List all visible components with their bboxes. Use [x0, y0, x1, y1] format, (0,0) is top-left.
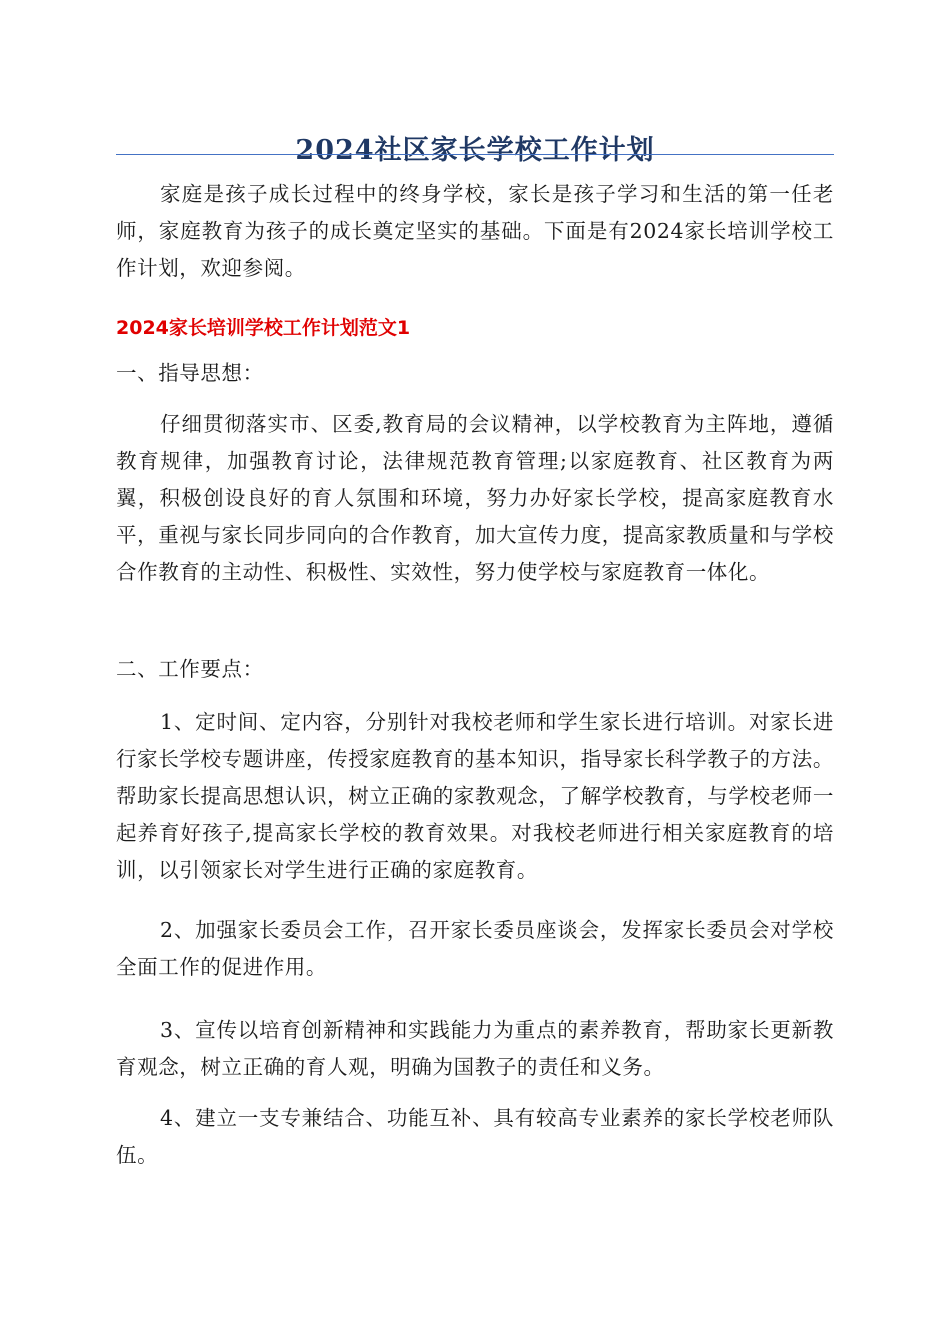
intro-paragraph: 家庭是孩子成长过程中的终身学校，家长是孩子学习和生活的第一任老师，家庭教育为孩子的成长奠定坚实的基础。下面是有2024家长培训学校工作计划，欢迎参阅。: [116, 182, 834, 280]
part1-body: 仔细贯彻落实市、区委,教育局的会议精神，以学校教育为主阵地，遵循教育规律，加强教育讨论，法律规范教育管理;以家庭教育、社区教育为两翼，积极创设良好的育人氛围和环境，努力办好家长学校，提高家庭教育水平，重视与家长同步同向的合作教育，加大宣传力度，提高家教质量和与学校合作教育的主动性、积极性、实效性，努力使学校与家庭教育一体化。: [116, 412, 834, 584]
work-point-2: 2、加强家长委员会工作，召开家长委员座谈会，发挥家长委员会对学校全面工作的促进作用。: [116, 918, 834, 979]
part1-heading: 一、指导思想：: [116, 361, 264, 385]
work-point-1: 1、定时间、定内容，分别针对我校老师和学生家长进行培训。对家长进行家长学校专题讲座，传授家庭教育的基本知识，指导家长科学教子的方法。帮助家长提高思想认识，树立正确的家教观念，了解学校教育，与学校老师一起养育好孩子,提高家长学校的教育效果。对我校老师进行相关家庭教育的培训，以引领家长对学生进行正确的家庭教育。: [116, 710, 834, 882]
title-underline: [116, 154, 834, 155]
work-point-4: 4、建立一支专兼结合、功能互补、具有较高专业素养的家长学校老师队伍。: [116, 1106, 834, 1167]
part2-heading: 二、工作要点：: [116, 657, 264, 681]
work-point-3: 3、宣传以培育创新精神和实践能力为重点的素养教育，帮助家长更新教育观念，树立正确的育人观，明确为国教子的责任和义务。: [116, 1018, 834, 1079]
document-title: 2024社区家长学校工作计划: [295, 135, 655, 167]
section-heading: 2024家长培训学校工作计划范文1: [116, 317, 411, 339]
